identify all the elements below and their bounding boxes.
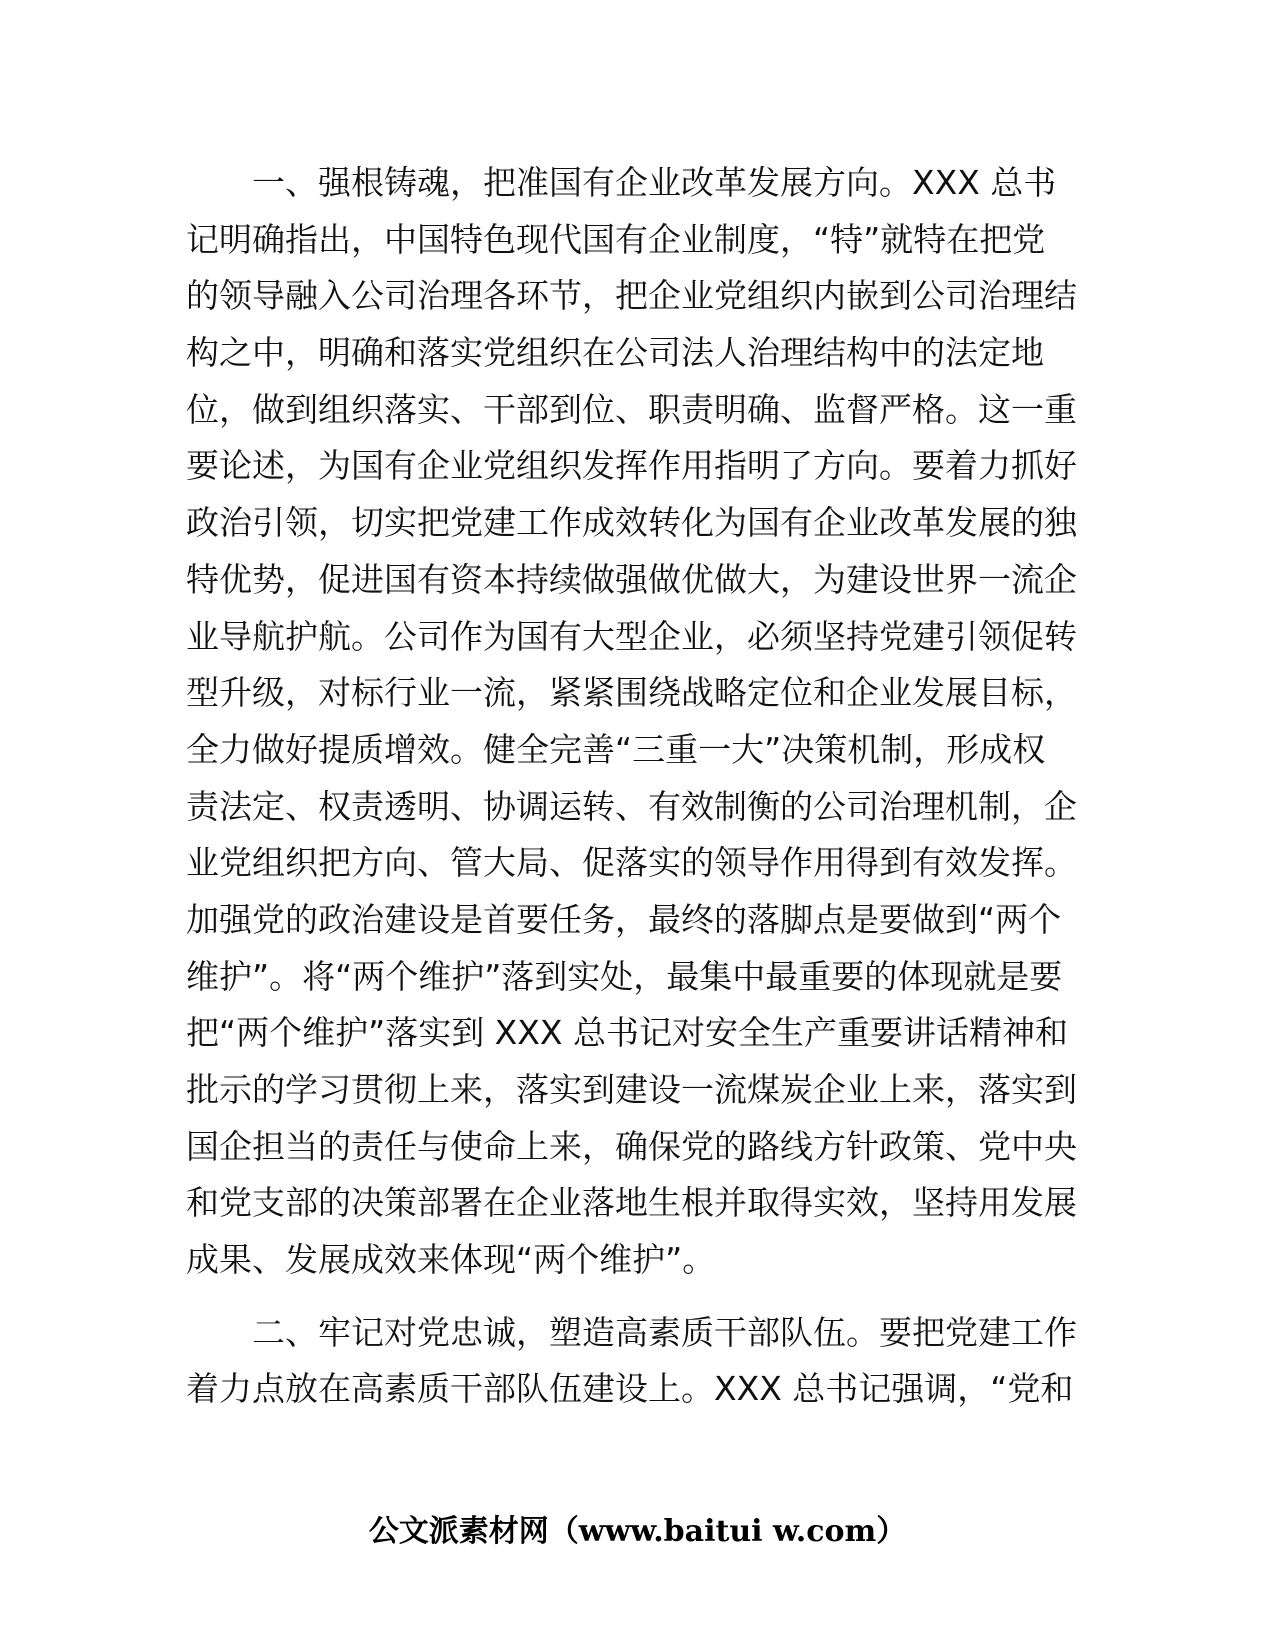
paragraph-line: 业导航护航。公司作为国有大型企业，必须坚持党建引领促转	[186, 616, 1077, 656]
paragraph-line: 一、强根铸魂，把准国有企业改革发展方向。XXX 总书	[252, 163, 1057, 202]
document-body	[186, 155, 1090, 1418]
paragraph-line: 位，做到组织落实、干部到位、职责明确、监督严格。这一重	[186, 389, 1077, 429]
paragraph-line: 记明确指出，中国特色现代国有企业制度，“特”就特在把党	[186, 219, 1046, 259]
paragraph-2	[186, 1305, 1090, 1418]
paragraph-line: 二、牢记对党忠诚，塑造高素质干部队伍。要把党建工作	[252, 1312, 1077, 1352]
paragraph-spacer	[186, 1289, 1090, 1305]
paragraph-line: 加强党的政治建设是首要任务，最终的落脚点是要做到“两个	[186, 899, 1062, 939]
paragraph-line: 型升级，对标行业一流，紧紧围绕战略定位和企业发展目标，	[186, 673, 1077, 713]
paragraph-line: 的领导融入公司治理各环节，把企业党组织内嵌到公司治理结	[186, 276, 1077, 316]
footer-watermark-text: 公文派素材网（www.baitui w.com）	[368, 1514, 907, 1549]
paragraph-line: 构之中，明确和落实党组织在公司法人治理结构中的法定地	[186, 333, 1044, 373]
paragraph-line: 责法定、权责透明、协调运转、有效制衡的公司治理机制，企	[186, 786, 1077, 826]
paragraph-line: 业党组织把方向、管大局、促落实的领导作用得到有效发挥。	[186, 843, 1077, 883]
paragraph-line: 特优势，促进国有资本持续做强做优做大，为建设世界一流企	[186, 559, 1077, 599]
paragraph-line: 政治引领，切实把党建工作成效转化为国有企业改革发展的独	[186, 503, 1077, 543]
paragraph-line: 维护”。将“两个维护”落到实处，最集中最重要的体现就是要	[186, 956, 1063, 996]
paragraph-line: 全力做好提质增效。健全完善“三重一大”决策机制，形成权	[186, 729, 1046, 769]
paragraph-line: 着力点放在高素质干部队伍建设上。XXX 总书记强调，“党和	[186, 1369, 1074, 1409]
paragraph-line: 和党支部的决策部署在企业落地生根并取得实效，坚持用发展	[186, 1183, 1077, 1223]
paragraph-line: 成果、发展成效来体现“两个维护”。	[186, 1240, 716, 1280]
paragraph-1	[186, 155, 1090, 1289]
paragraph-line: 把“两个维护”落实到 XXX 总书记对安全生产重要讲话精神和	[186, 1013, 1068, 1053]
paragraph-line: 要论述，为国有企业党组织发挥作用指明了方向。要着力抓好	[186, 446, 1077, 486]
paragraph-line: 批示的学习贯彻上来，落实到建设一流煤炭企业上来，落实到	[186, 1070, 1077, 1109]
paragraph-line: 国企担当的责任与使命上来，确保党的路线方针政策、党中央	[186, 1126, 1077, 1166]
